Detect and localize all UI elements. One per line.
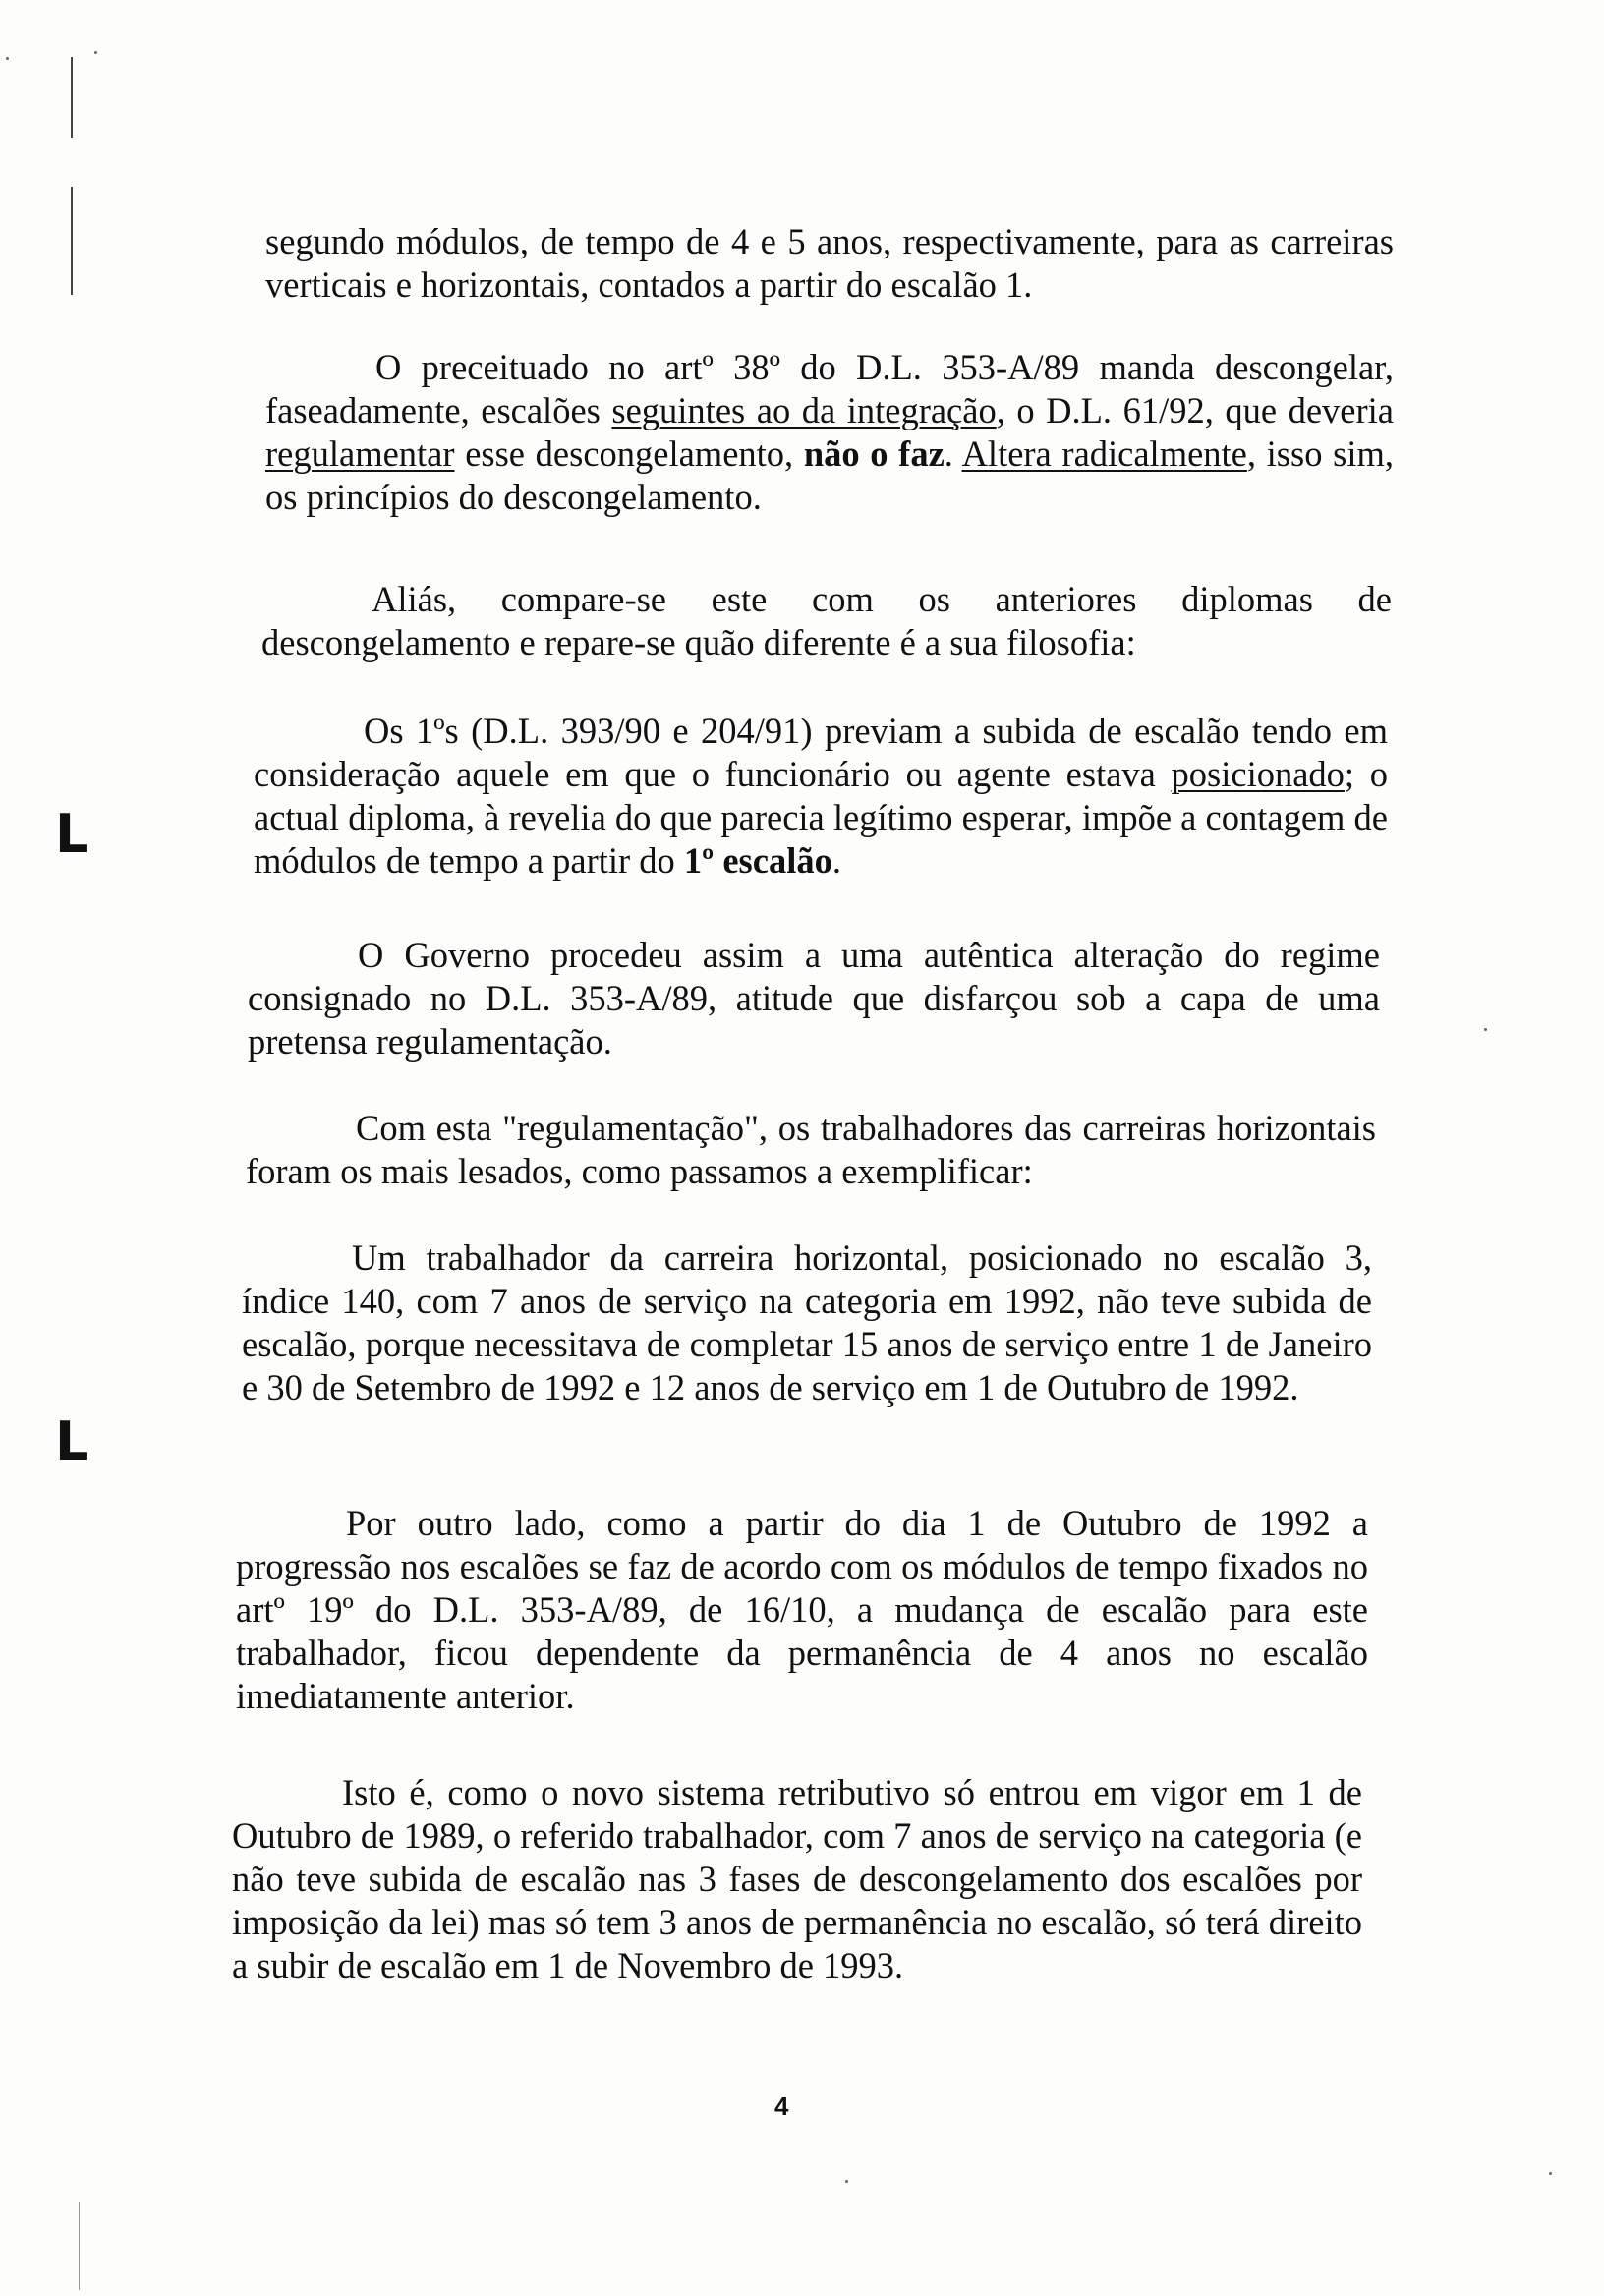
paragraph — [265, 346, 1394, 519]
underlined-phrase: Altera radicalmente — [961, 433, 1247, 474]
paragraph — [236, 1502, 1368, 1718]
underlined-phrase: regulamentar — [265, 433, 455, 474]
bold-phrase: não o faz — [803, 433, 945, 474]
paragraph-text: O Governo procedeu assim a uma autêntica alteração do regime consignado no D.L. 353-A/89, atitude que disfarçou sob a capa de uma pretensa regulamentação. — [248, 935, 1380, 1062]
paragraph — [254, 710, 1388, 883]
paragraph-text: Isto é, como o novo sistema retributivo só entrou em vigor em 1 de Outubro de 1989, o referido trabalhador, com 7 anos de serviço na categoria (e não teve subida de escalão nas 3 fases de descongelamento dos escalões por imposição da lei) mas só tem 3 anos de permanência no escalão, só terá direito a subir de escalão em 1 de Novembro de 1993. — [232, 1772, 1362, 1985]
scan-speck — [1549, 2172, 1552, 2175]
paragraph-text: O preceituado no artº 38º do D.L. 353-A/89 manda descongelar, faseadamente, escalões — [265, 347, 1394, 430]
margin-mark: L — [55, 1410, 89, 1472]
paragraph-text: Um trabalhador da carreira horizontal, posicionado no escalão 3, índice 140, com 7 anos de serviço na categoria em 1992, não teve subida de escalão, porque necessitava de completar 15 anos de serviço entre 1 de Janeiro e 30 de Setembro de 1992 e 12 anos de serviço em 1 de Outubro de 1992. — [242, 1237, 1372, 1407]
scan-edge-line — [79, 2202, 80, 2290]
margin-mark: L — [55, 803, 89, 865]
scan-speck — [94, 51, 97, 54]
paragraph-text: . — [944, 433, 962, 474]
scan-speck — [6, 57, 9, 60]
paragraph — [246, 1107, 1376, 1193]
scan-edge-line — [71, 187, 73, 295]
paragraph — [248, 934, 1380, 1063]
scan-speck — [845, 2180, 848, 2183]
paragraph — [261, 578, 1392, 664]
paragraph-text: Com esta "regulamentação", os trabalhadores das carreiras horizontais foram os mais lesados, como passamos a exemplificar: — [246, 1108, 1376, 1191]
paragraph — [242, 1236, 1372, 1409]
underlined-phrase: seguintes ao da integração — [611, 390, 997, 430]
paragraph-text: , isso sim, os princípios do descongelamento. — [265, 433, 1394, 517]
underlined-phrase: posicionado — [1171, 754, 1345, 794]
paragraph-text: ; o actual diploma, à revelia do que parecia legítimo esperar, impõe a contagem de módulos de tempo a partir do — [254, 754, 1388, 881]
paragraph-text: Os 1ºs (D.L. 393/90 e 204/91) previam a subida de escalão tendo em consideração aquele em que o funcionário ou agente estava — [254, 711, 1388, 794]
bold-phrase: 1º escalão — [683, 840, 832, 881]
paragraph-text: Aliás, compare-se este com os anteriores diplomas de descongelamento e repare-se quão diferente é a sua filosofia: — [261, 579, 1392, 662]
paragraph-text: segundo módulos, de tempo de 4 e 5 anos, respectivamente, para as carreiras verticais e horizontais, contados a partir do escalão 1. — [265, 221, 1394, 305]
page-number: 4 — [774, 2092, 789, 2121]
scan-speck — [1484, 1028, 1487, 1031]
paragraph-text: esse descongelamento, — [454, 433, 804, 474]
paragraph — [265, 220, 1394, 307]
paragraph — [232, 1771, 1362, 1987]
paragraph-text: , o D.L. 61/92, que deveria — [996, 390, 1395, 430]
paragraph-text: Por outro lado, como a partir do dia 1 de Outubro de 1992 a progressão nos escalões se faz de acordo com os módulos de tempo fixados no artº 19º do D.L. 353-A/89, de 16/10, a mudança de escalão para este trabalhador, ficou dependente da permanência de 4 anos no escalão imediatamente anterior. — [236, 1503, 1368, 1716]
scan-edge-line — [71, 57, 73, 138]
paragraph-text: . — [831, 840, 841, 881]
